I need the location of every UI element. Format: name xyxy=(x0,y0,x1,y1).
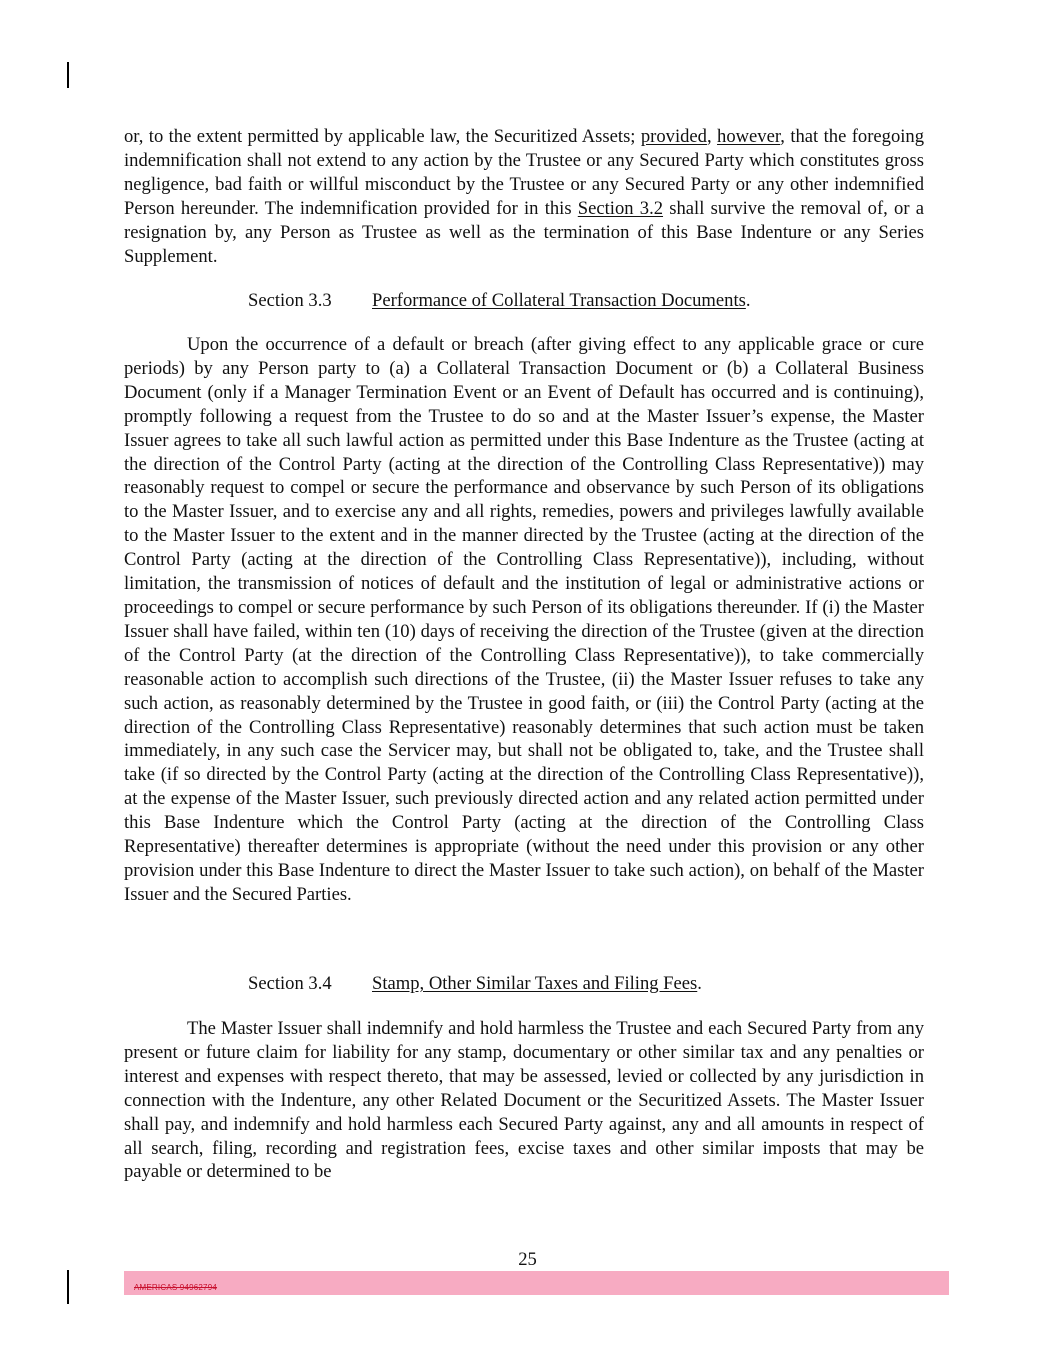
p1-text-c: shall survive the removal of, or a resignation by, any Person as Trustee as well as the termination of this Base Indenture or any Series Supplement. xyxy=(124,197,924,267)
p1-comma: , xyxy=(706,126,718,147)
section-3-3-heading xyxy=(248,289,751,313)
footer-band xyxy=(124,1271,949,1295)
section-3-3-number: Section 3.3 xyxy=(248,290,332,311)
section-3-4-number: Section 3.4 xyxy=(248,973,332,994)
paragraph-indemnification-continued xyxy=(124,125,924,268)
p1-text-b: , that the foregoing indemnification shall not extend to any action by the Trustee or any Secured Party which constitutes gross negligence, bad faith or willful misconduct by the Trustee or any Secured Party or any other indemnified Person hereunder. The indemnification provided for in this xyxy=(124,126,924,219)
section-3-3-body: Upon the occurrence of a default or breach (after giving effect to any applicable grace or cure periods) by any Person party to (a) a Collateral Transaction Document or (b) a Collateral Business Document (only if a Manager Termination Event or an Event of Default has occurred and is continuing), promptly following a request from the Trustee to do so and at the Master Issuer’s expense, the Master Issuer agrees to take all such lawful action as permitted under this Base Indenture as the Trustee (acting at the direction of the Control Party (acting at the direction of the Controlling Class Representative)) may reasonably request to compel or secure the performance and observance by such Person of its obligations to the Master Issuer, and to exercise any and all rights, remedies, powers and privileges lawfully available to the Master Issuer to the extent and in the manner directed by the Trustee (acting at the direction of the Control Party (acting at the direction of the Controlling Class Representative)), including, without limitation, the transmission of notices of default and the institution of legal or administrative actions or proceedings to compel or secure performance by such Person of its obligations thereunder. If (i) the Master Issuer shall have failed, within ten (10) days of receiving the direction of the Trustee (given at the direction of the Control Party (at the direction of the Controlling Class Representative)), to take commercially reasonable action to accomplish such directions of the Trustee, (ii) the Master Issuer refuses to take any such action, as reasonably determined by the Trustee in good faith, or (iii) the Control Party (acting at the direction of the Controlling Class Representative) reasonably determines that such action must be taken immediately, in any such case the Servicer may, but shall not be obligated to, take, and the Trustee shall take (if so directed by the Control Party (acting at the direction of the Controlling Class Representative)), at the expense of the Master Issuer, such previously directed action and any related action permitted under this Base Indenture which the Control Party (acting at the direction of the Controlling Class Representative) thereafter determines is appropriate (without the need under this provision or any other provision under this Base Indenture to direct the Master Issuer to take such action), on behalf of the Master Issuer and the Secured Parties. xyxy=(124,334,924,905)
section-3-3-period: . xyxy=(745,290,751,311)
page-number: 25 xyxy=(518,1249,537,1270)
section-3-4-title: Stamp, Other Similar Taxes and Filing Fees xyxy=(372,973,698,994)
section-3-3-title: Performance of Collateral Transaction Documents xyxy=(372,290,746,311)
section-3-4-heading xyxy=(248,972,702,996)
change-bar-bottom xyxy=(67,1270,69,1304)
provided-term: provided xyxy=(640,126,707,147)
section-3-4-period: . xyxy=(697,973,702,994)
p1-text-a: or, to the extent permitted by applicable law, the Securitized Assets; xyxy=(124,126,641,147)
change-bar-top xyxy=(67,62,69,88)
section-3-4-body: The Master Issuer shall indemnify and hold harmless the Trustee and each Secured Party from any present or future claim for liability for any stamp, documentary or other similar tax and any penalties or interest and expenses with respect thereto, that may be assessed, levied or collected by any jurisdiction in connection with the Indenture, any other Related Document or the Securitized Assets. The Master Issuer shall pay, and indemnify and hold harmless each Secured Party against, any and all amounts in respect of all search, filing, recording and registration fees, excise taxes and other similar imposts that may be payable or determined to be xyxy=(124,1018,924,1183)
however-term: however xyxy=(717,126,781,147)
section-3-2-reference: Section 3.2 xyxy=(577,197,664,219)
footer-doc-id: AMERICAS 94962794 xyxy=(134,1283,218,1292)
